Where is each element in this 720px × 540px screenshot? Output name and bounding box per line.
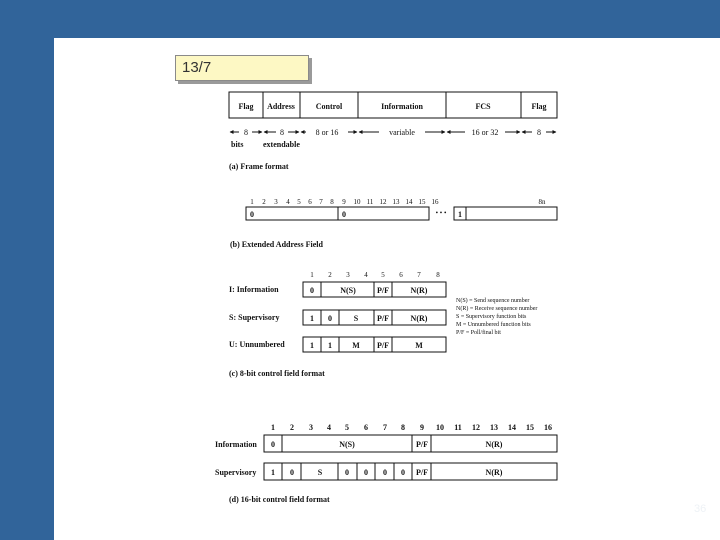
c16-bit-number: 8 (401, 423, 405, 432)
c8-cell: M (352, 341, 360, 350)
c8-bit-number: 4 (364, 271, 368, 279)
c8-bit-number: 3 (346, 271, 350, 279)
legend-line: N(S) = Send sequence number (456, 298, 530, 304)
c16-bit-number: 10 (436, 423, 444, 432)
c16-cell: N(R) (485, 440, 503, 449)
legend-line: N(R) = Receive sequence number (456, 306, 538, 312)
ext-bit-number: 8n (538, 198, 546, 206)
ext-bit-number-row (250, 198, 546, 206)
c16-bit-number: 7 (383, 423, 387, 432)
caption-8bit-control: (c) 8-bit control field format (229, 369, 325, 378)
c8-cell: N(R) (410, 314, 428, 323)
ext-bit-number: 10 (353, 198, 361, 206)
c8-cell: 0 (310, 286, 314, 295)
ext-bit-number: 7 (319, 198, 323, 206)
c16-cell: S (317, 468, 323, 477)
c8-bit-number: 5 (381, 271, 385, 279)
ext-bit-number: 2 (262, 198, 266, 206)
c8-bit-number: 7 (417, 271, 421, 279)
bits-label: bits (231, 140, 244, 149)
frame-field-flag-start: Flag (238, 102, 254, 111)
c16-cell: 0 (364, 468, 368, 477)
c16-cell: 0 (271, 440, 275, 449)
ext-ea-bit-1: 0 (250, 210, 254, 219)
frame-size-fcs: 16 or 32 (471, 128, 499, 137)
c8-bit-number: 6 (399, 271, 403, 279)
c16-bit-number: 15 (526, 423, 534, 432)
c16-bit-number: 12 (472, 423, 480, 432)
c16-row-label-information: Information (215, 440, 257, 449)
frame-size-address: 8 (280, 128, 284, 137)
c8-cell: S (353, 314, 359, 323)
c16-row-label-supervisory: Supervisory (215, 468, 257, 477)
ext-bit-number: 15 (418, 198, 426, 206)
frame-field-fcs: FCS (475, 102, 491, 111)
frame-field-address: Address (267, 102, 295, 111)
c16-bit-number-row (271, 423, 552, 432)
page-number: 36 (694, 503, 707, 515)
c8-legend (456, 297, 537, 336)
ext-bit-number: 9 (342, 198, 346, 206)
caption-frame-format: (a) Frame format (229, 162, 289, 171)
c8-bit-number: 8 (436, 271, 440, 279)
c16-bit-number: 14 (508, 423, 516, 432)
c16-bit-number: 13 (490, 423, 498, 432)
c16-row-box (264, 463, 557, 480)
slide-title: 13/7 (182, 59, 212, 76)
c8-cell: 0 (328, 314, 332, 323)
ext-bit-number: 13 (392, 198, 400, 206)
frame-size-information: variable (389, 128, 415, 137)
frame-field-information: Information (381, 102, 423, 111)
c16-cell: 0 (290, 468, 294, 477)
c16-cell: 1 (271, 468, 275, 477)
c8-row-label-information: I: Information (229, 285, 279, 294)
c8-bit-number: 2 (328, 271, 332, 279)
ext-bit-number: 6 (308, 198, 312, 206)
frame-size-flag-end: 8 (537, 128, 541, 137)
c16-cell: P/F (416, 468, 428, 477)
c16-bit-number: 2 (290, 423, 294, 432)
ext-bit-number: 4 (286, 198, 290, 206)
ext-ea-bit-2: 0 (342, 210, 346, 219)
ext-bit-number: 5 (297, 198, 301, 206)
c16-bit-number: 6 (364, 423, 368, 432)
frame-field-flag-end: Flag (531, 102, 547, 111)
c8-bit-number: 1 (310, 271, 314, 279)
frame-size-control: 8 or 16 (315, 128, 339, 137)
c16-bit-number: 11 (454, 423, 462, 432)
extended-address-field (230, 198, 557, 249)
ext-bit-number: 11 (366, 198, 374, 206)
c16-bit-number: 1 (271, 423, 275, 432)
ext-bit-number: 16 (431, 198, 439, 206)
ext-ea-bit-last: 1 (458, 210, 462, 219)
legend-line: S = Supervisory function bits (456, 314, 527, 320)
ext-ellipsis: • • • (435, 209, 447, 217)
c8-cell: P/F (377, 341, 389, 350)
c8-cell: M (415, 341, 423, 350)
c16-bit-number: 4 (327, 423, 331, 432)
c16-cell: 0 (345, 468, 349, 477)
frame-format (229, 92, 557, 171)
c8-cell: 1 (328, 341, 332, 350)
ext-bit-number: 8 (330, 198, 334, 206)
c8-cell: N(R) (410, 286, 428, 295)
caption-16bit-control: (d) 16-bit control field format (229, 495, 330, 504)
frame-size-flag-start: 8 (244, 128, 248, 137)
c16-cell: N(S) (339, 440, 355, 449)
c16-cell: P/F (416, 440, 428, 449)
ext-bit-number: 14 (405, 198, 413, 206)
legend-line: M = Unnumbered function bits (456, 322, 531, 328)
extendable-label: extendable (263, 140, 300, 149)
c8-bit-number-row (310, 271, 440, 279)
frame-field-control: Control (315, 102, 343, 111)
c16-bit-number: 16 (544, 423, 552, 432)
c16-bit-number: 3 (309, 423, 313, 432)
c8-row-label-unnumbered: U: Unnumbered (229, 340, 285, 349)
c8-cell: P/F (377, 286, 389, 295)
ext-bit-number: 3 (274, 198, 278, 206)
ext-bit-number: 12 (379, 198, 387, 206)
c16-bit-number: 5 (345, 423, 349, 432)
c16-cell: N(R) (485, 468, 503, 477)
c16-cell: 0 (383, 468, 387, 477)
c16-cell: 0 (401, 468, 405, 477)
ext-address-box-tail (454, 207, 557, 220)
control-16bit (215, 423, 557, 504)
c8-cell: 1 (310, 341, 314, 350)
c8-cell: P/F (377, 314, 389, 323)
c8-cell: 1 (310, 314, 314, 323)
legend-line: P/F = Poll/final bit (456, 330, 501, 336)
control-8bit (229, 271, 537, 378)
c16-row-box (264, 435, 557, 452)
c16-bit-number: 9 (420, 423, 424, 432)
ext-bit-number: 1 (250, 198, 254, 206)
c8-row-label-supervisory: S: Supervisory (229, 313, 280, 322)
caption-extended-address: (b) Extended Address Field (230, 240, 323, 249)
c8-cell: N(S) (340, 286, 356, 295)
